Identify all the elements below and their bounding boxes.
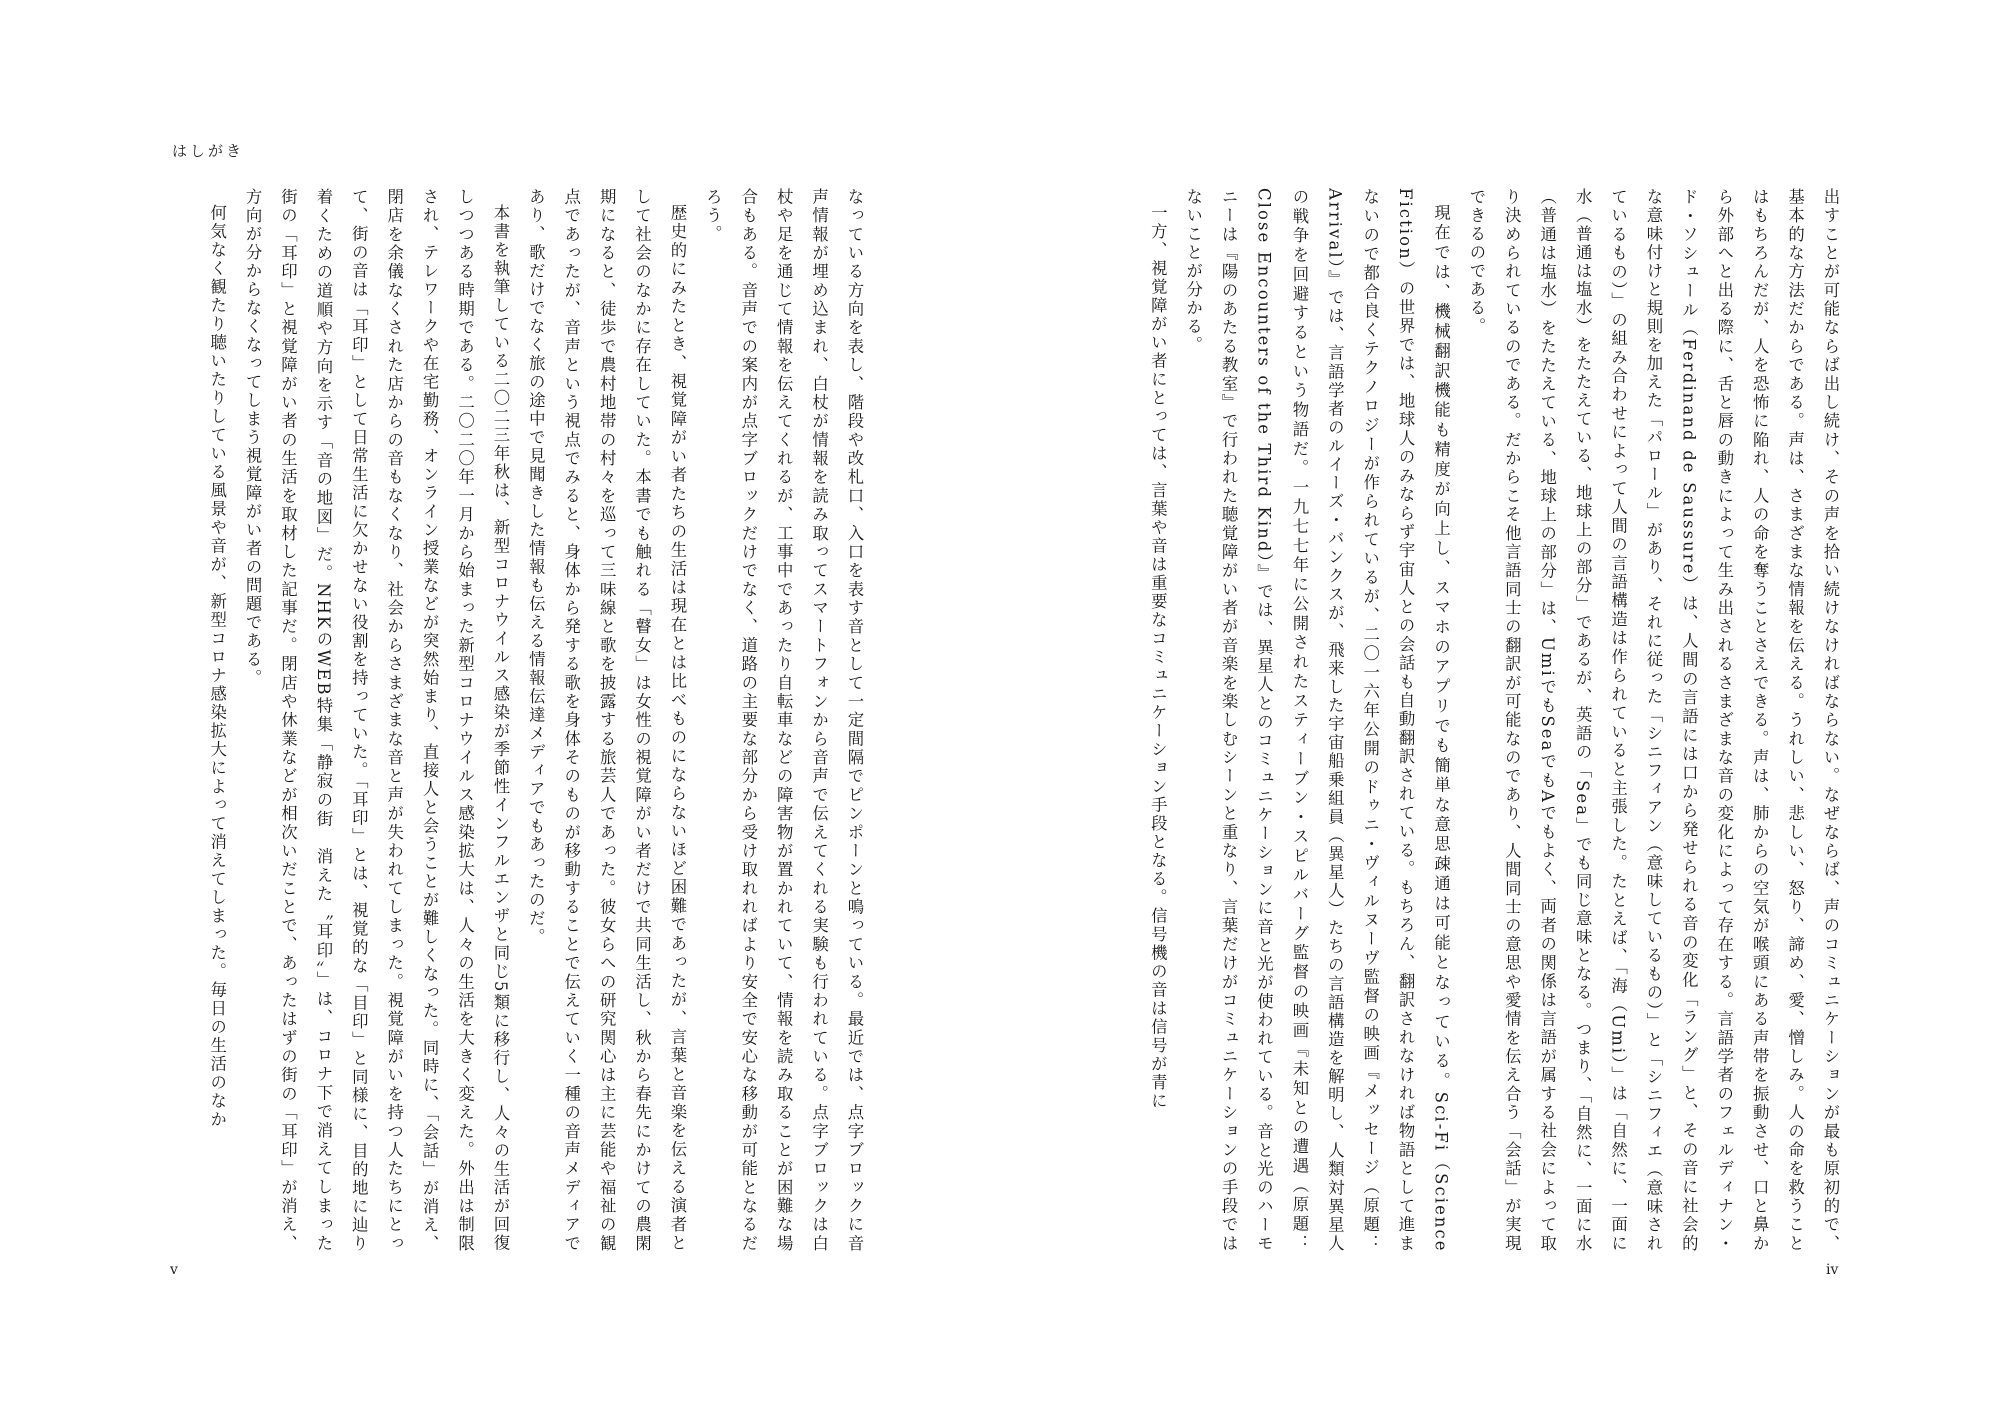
paragraph: 本書を執筆している二〇二三年秋は、新型コロナウイルス感染が季節性インフルエンザと同じ5類に移行し、人々の生活が回復しつつある時期である。二〇二〇年一月から始まった新型コロナウイルス感染拡大は、人々の生活を大きく変えた。外出は制限され、テレワークや在宅勤務、オンライン授業などが突然始まり、直接人と会うことが難しくなった。同時に、「会話」が消え、閉店を余儀なくされた店からの音もなくなり、社会からさまざまな音と声が失われてしまった。視覚障がいを持つ人たちにとって、街の音は「耳印」として日常生活に欠かせない役割を持っていた。「耳印」とは、視覚的な「目印」と同様に、目的地に辿り着くための道順や方向を示す「音の地図」だ。NHKのWEB特集「静寂の街 消えた〝耳印〟」は、コロナ下で消えてしまった街の「耳印」と視覚障がい者の生活を取材した記事だ。閉店や休業などが相次いだことで、あったはずの街の「耳印」が消え、方向が分からなくなってしまう視覚障がい者の問題である。 [243, 188, 510, 1253]
left-page-body [152, 188, 872, 1253]
right-page-body [1138, 188, 1848, 1253]
paragraph: 何気なく観たり聴いたりしている風景や音が、新型コロナ感染拡大によって消えてしまった。毎日の生活のなか [207, 204, 227, 1130]
running-head: はしがき [172, 142, 245, 160]
paragraph: なっている方向を表し、階段や改札口、入口を表す音として一定間隔でピンポーンと鳴っている。最近では、点字ブロックに音声情報が埋め込まれ、白杖が情報を読み取ってスマートフォンから音声で伝えてくれる実験も行われている。点字ブロックは白杖や足を通じて情報を伝えてくれるが、工事中であったり自転車などの障害物が置かれていて、情報を読み取ることが困難な場合もある。音声での案内が点字ブロックだけでなく、道路の主要な部分から受け取れればより安全で安心な移動が可能となるだろう。 [703, 188, 864, 1253]
page-number: v [170, 1262, 178, 1278]
page-number: iv [1826, 1262, 1839, 1278]
paragraph: 出すことが可能ならば出し続け、その声を拾い続けなければならない。なぜならば、声のコミュニケーションが最も原初的で、基本的な方法だからである。声は、さまざまな情報を伝える。うれしい、悲しい、怒り、諦め、愛、憎しみ。人の命を救うことはもちろんだが、人を恐怖に陥れ、人の命を奪うことさえできる。声は、肺からの空気が喉頭にある声帯を振動させ、口と鼻から外部へと出る際に、舌と唇の動きによって生み出されるさまざまな音の変化によって存在する。言語学者のフェルディナン・ド・ソシュール（Ferdinand de Saussure）は、人間の言語には口から発せられる音の変化「ラング」と、その音に社会的な意味付けと規則を加えた「パロール」があり、それに従った「シニフィアン（意味しているもの）」と「シニフィエ（意味されているもの）」の組み合わせによって人間の言語構造は作られていると主張した。たとえば、「海（Umi）」は「自然に、一面に水（普通は塩水）をたたえている、地球上の部分」であるが、英語の「Sea」でも同じ意味となる。つまり、「自然に、一面に水（普通は塩水）をたたえている、地球上の部分」は、UmiでもSeaでもAでもよく、両者の関係は言語が属する社会によって取り決められているのである。だからこそ他言語同士の翻訳が可能なのであり、人間同士の意思や愛情を伝え合う「会話」が実現できるのである。 [1466, 188, 1840, 1253]
paragraph: 歴史的にみたとき、視覚障がい者たちの生活は現在とは比べものにならないほど困難であったが、言葉と音楽を伝える演者として社会のなかに存在していた。本書でも触れる「瞽女」は女性の視覚障がい者だけで共同生活し、秋から春先にかけての農閑期になると、徒歩で農村地帯の村々を巡って三味線と歌を披露する旅芸人であった。彼女らへの研究関心は主に芸能や福祉の観点であったが、音声という視点でみると、身体から発する歌を身体そのものが移動することで伝えていく一種の音声メディアであり、歌だけでなく旅の途中で見聞きした情報も伝える情報伝達メディアでもあったのだ。 [526, 188, 687, 1253]
paragraph: 一方、視覚障がい者にとっては、言葉や音は重要なコミュニケーション手段となる。信号機の音は信号が青に [1148, 204, 1168, 1111]
right-page [1000, 0, 2000, 1414]
paragraph: 現在では、機械翻訳機能も精度が向上し、スマホのアプリでも簡単な意思疎通は可能となっている。Sci-Fi（Science Fiction）の世界では、地球人のみならず宇宙人との会話も自動翻訳されている。もちろん、翻訳されなければ物語として進まないので都合良くテクノロジーが作られているが、二〇一六年公開のドゥニ・ヴィルヌーヴ監督の映画『メッセージ（原題：Arrival）』では、言語学者のルイーズ・バンクスが、飛来した宇宙船乗組員（異星人）たちの言語構造を解明し、人類対異星人の戦争を回避するという物語だ。一九七七年に公開されたスティーブン・スピルバーグ監督の映画『未知との遭遇（原題：Close Encounters of the Third Kind）』では、異星人とのコミュニケーションに音と光が使われている。音と光のハーモニーは『陽のあたる教室』で行われた聴覚障がい者が音楽を楽しむシーンと重なり、言葉だけがコミュニケーションの手段ではないことが分かる。 [1183, 188, 1451, 1253]
